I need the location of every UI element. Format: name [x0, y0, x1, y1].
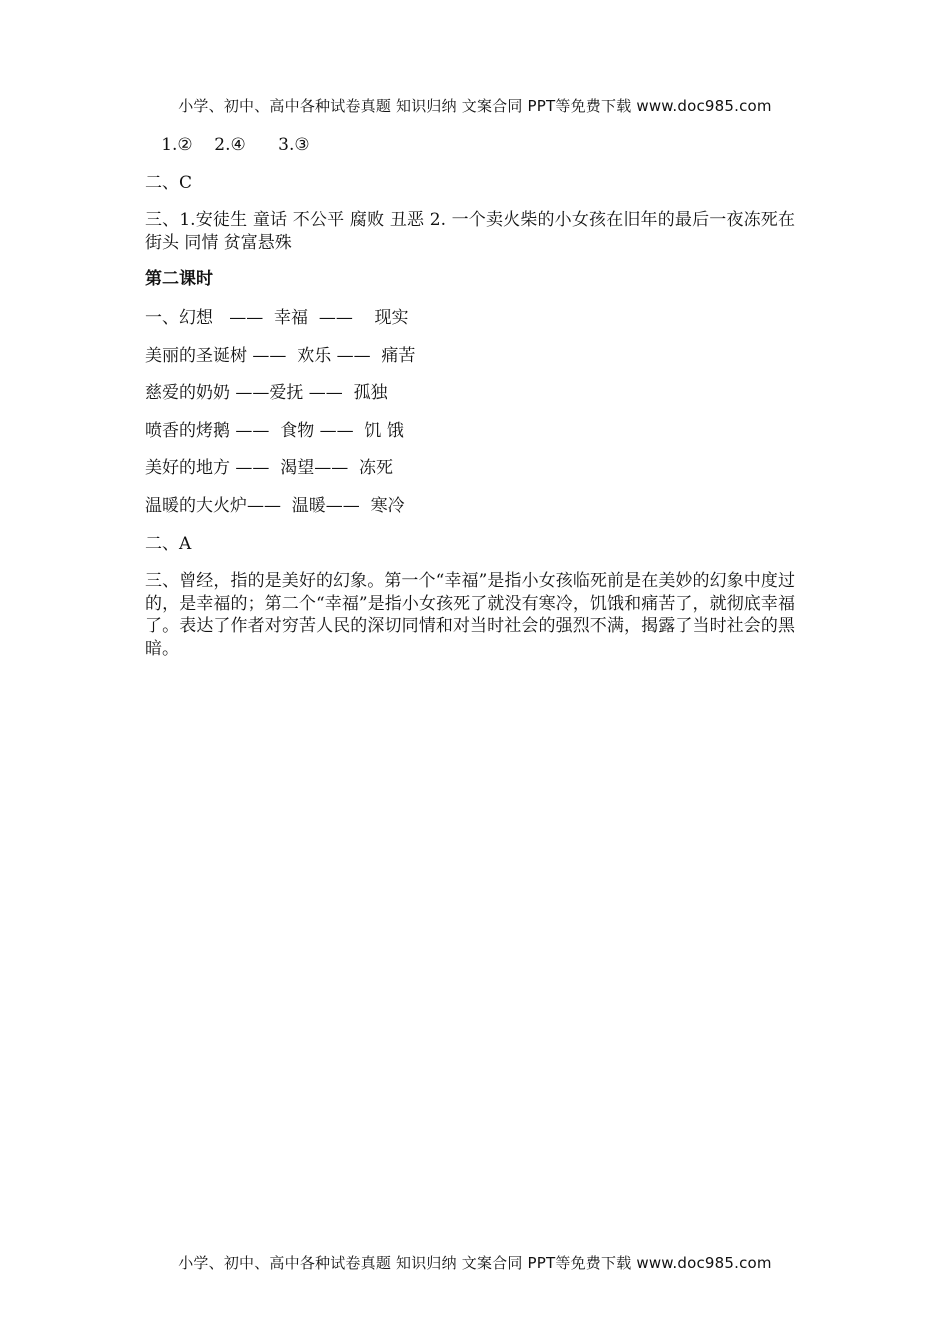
answer-line-a: 二、A: [145, 534, 192, 554]
answer-paragraph-final: 三、曾经，指的是美好的幻象。第一个“幸福”是指小女孩临死前是在美妙的幻象中度过的，是幸福的；第二个“幸福”是指小女孩死了就没有寒冷，饥饿和痛苦了，就彻底幸福了。表达了作者对穷苦人民的深切同情和对当时社会的强烈不满，揭露了当时社会的黑暗。: [145, 571, 795, 659]
page-header: 小学、初中、高中各种试卷真题 知识归纳 文案合同 PPT等免费下载 www.doc985.com: [178, 97, 772, 115]
list-item: 美好的地方 —— 渴望—— 冻死: [145, 458, 394, 478]
list-item: 美丽的圣诞树 —— 欢乐 —— 痛苦: [145, 346, 416, 366]
list-item: 一、幻想 —— 幸福 —— 现实: [145, 308, 409, 328]
list-item: 慈爱的奶奶 ——爱抚 —— 孤独: [145, 383, 388, 403]
page-footer: 小学、初中、高中各种试卷真题 知识归纳 文案合同 PPT等免费下载 www.doc985.com: [178, 1254, 772, 1272]
list-item: 温暖的大火炉—— 温暖—— 寒冷: [145, 496, 405, 516]
list-item: 喷香的烤鹅 —— 食物 —— 饥 饿: [145, 421, 404, 441]
section-title: 第二课时: [145, 269, 213, 289]
answer-line-1: 1.② 2.④ 3.③: [145, 135, 310, 155]
answer-line-2: 二、C: [145, 173, 193, 193]
answer-paragraph-3: 三、1.安徒生 童话 不公平 腐败 丑恶 2. 一个卖火柴的小女孩在旧年的最后一夜冻死在街头 同情 贫富悬殊: [145, 210, 795, 253]
